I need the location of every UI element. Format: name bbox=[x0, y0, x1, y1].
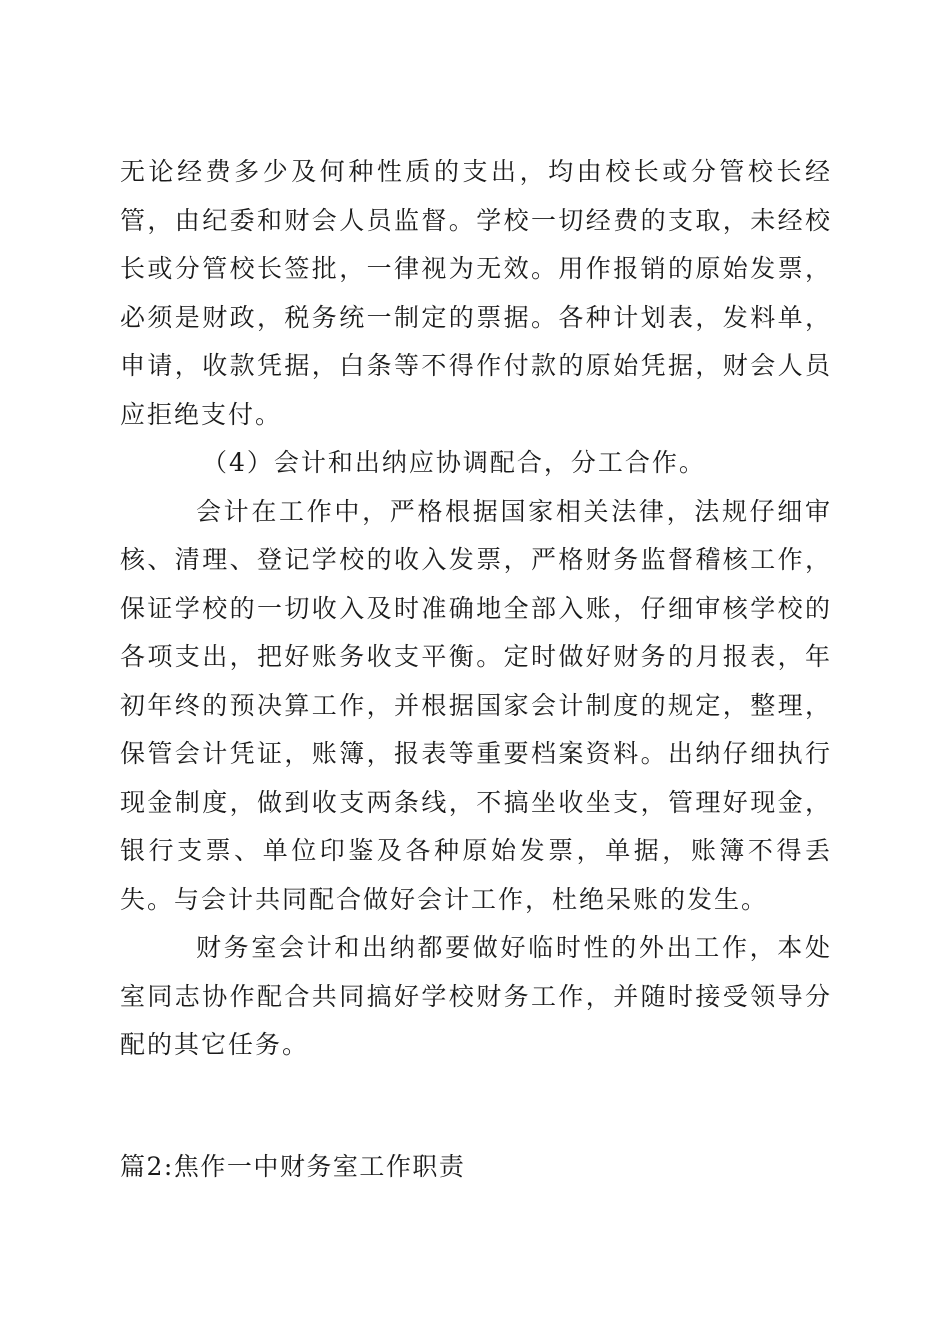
paragraph-expense-approval: 无论经费多少及何种性质的支出，均由校长或分管校长经管，由纪委和财会人员监督。学校一切经费的支取，未经校长或分管校长签批，一律视为无效。用作报销的原始发票，必须是财政，税务统一制定的票据。各种计划表，发料单，申请，收款凭据，白条等不得作付款的原始凭据，财会人员应拒绝支付。 bbox=[120, 157, 832, 429]
document-body bbox=[120, 148, 832, 1070]
paragraph-cooperation: 财务室会计和出纳都要做好临时性的外出工作，本处室同志协作配合共同搞好学校财务工作，并随时接受领导分配的其它任务。 bbox=[120, 933, 832, 1059]
paragraph-subheading-4: （4）会计和出纳应协调配合，分工合作。 bbox=[202, 448, 706, 477]
section-heading: 篇2:焦作一中财务室工作职责 bbox=[120, 1152, 466, 1181]
paragraph-accountant-duties: 会计在工作中，严格根据国家相关法律，法规仔细审核、清理、登记学校的收入发票，严格财务监督稽核工作，保证学校的一切收入及时准确地全部入账，仔细审核学校的各项支出，把好账务收支平衡。定时做好财务的月报表，年初年终的预决算工作，并根据国家会计制度的规定，整理，保管会计凭证，账簿，报表等重要档案资料。出纳仔细执行现金制度，做到收支两条线，不搞坐收坐支，管理好现金，银行支票、单位印鉴及各种原始发票，单据，账簿不得丢失。与会计共同配合做好会计工作，杜绝呆账的发生。 bbox=[120, 496, 832, 914]
